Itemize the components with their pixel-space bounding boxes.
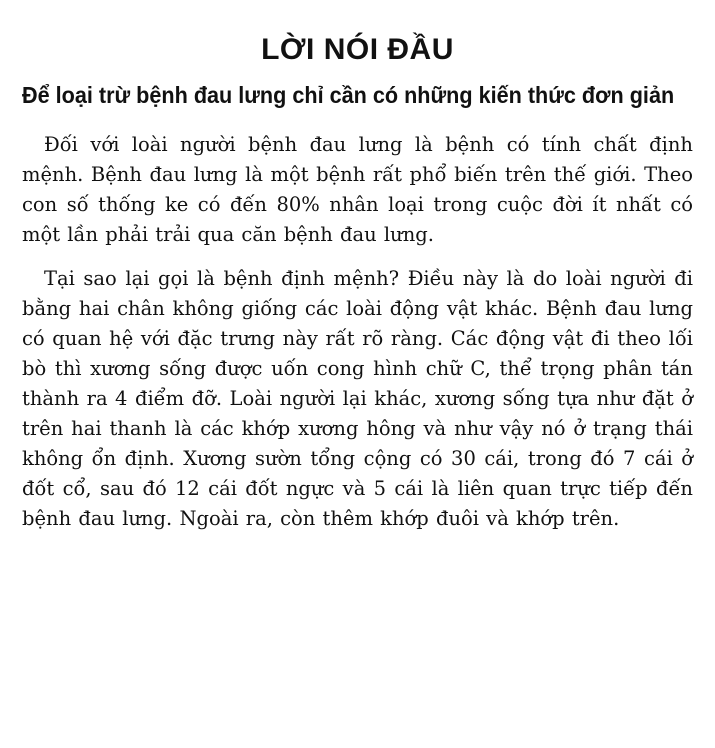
section-subtitle: Để loại trừ bệnh đau lưng chỉ cần có những kiến thức đơn giản: [22, 82, 675, 108]
paragraph-1: Đối với loài người bệnh đau lưng là bệnh có tính chất định mệnh. Bệnh đau lưng là một bệnh rất phổ biến trên thế giới. Theo con số thống ke có đến 80% nhân loại trong cuộc đời ít nhất có một lần phải trải qua căn bệnh đau lưng.: [22, 133, 693, 246]
paragraph-2: Tại sao lại gọi là bệnh định mệnh? Điều này là do loài người đi bằng hai chân không giống các loài động vật khác. Bệnh đau lưng có quan hệ với đặc trưng này rất rõ ràng. Các động vật đi theo lối bò thì xương sống được uốn cong hình chữ C, thể trọng phân tán thành ra 4 điểm đỡ. Loài người lại khác, xương sống tựa như đặt ở trên hai thanh là các khớp xương hông và như vậy nó ở trạng thái không ổn định. Xương sườn tổng cộng có 30 cái, trong đó 7 cái ở đốt cổ, sau đó 12 cái đốt ngực và 5 cái là liên quan trực tiếp đến bệnh đau lưng. Ngoài ra, còn thêm khớp đuôi và khớp trên.: [22, 267, 693, 530]
page-title: LỜI NÓI ĐẦU: [261, 33, 454, 66]
